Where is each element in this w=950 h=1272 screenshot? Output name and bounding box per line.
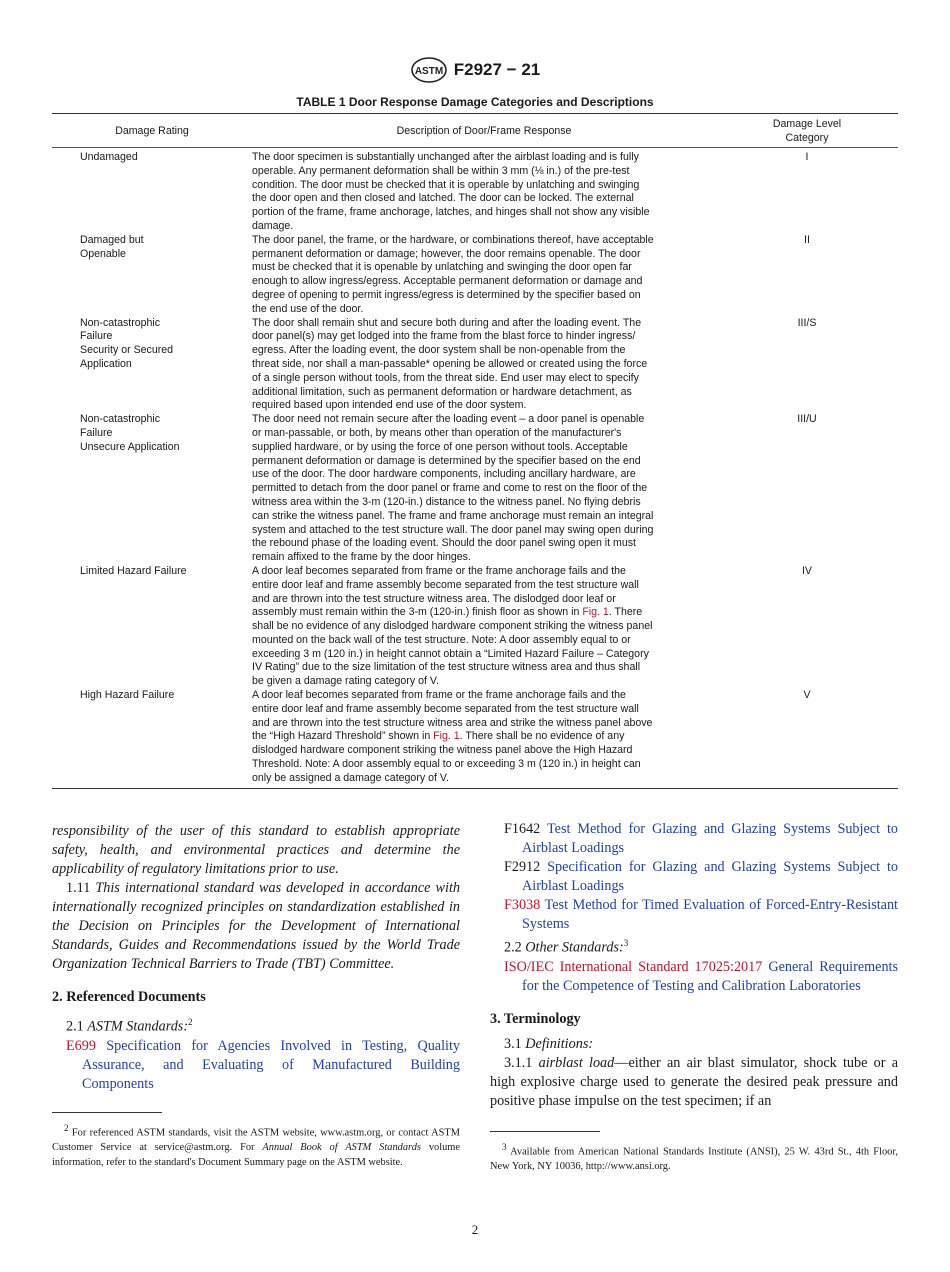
damage-rating-cell: Damaged but Openable — [80, 233, 144, 260]
subsection-number: 3.1 — [504, 1035, 522, 1052]
footnote-text-end: volume information, refer to the standard's Document Summary page on the ASTM website. — [52, 1142, 460, 1169]
reference-iso-17025 — [490, 958, 898, 996]
description-line: remain affixed to the frame by the door hinges. — [252, 551, 471, 564]
reference-f1642 — [490, 820, 898, 858]
description-line: use of the door. The door hardware components, including ancillary hardware, are — [252, 468, 636, 481]
table-row — [52, 565, 898, 689]
damage-table — [52, 113, 898, 789]
column-header-rating: Damage Rating — [115, 124, 189, 137]
footnote-3 — [490, 1140, 898, 1174]
description-line: and are thrown into the test structure witness area. The dislodged door leaf or — [252, 592, 616, 605]
description-line: degree of opening to permit ingress/egress is determined by the specifier based on — [252, 288, 641, 301]
section-2-title: 2. Referenced Documents — [52, 989, 206, 1005]
footnote-italic: Annual Book of ASTM Standards — [262, 1142, 421, 1154]
paragraph-number: 1.11 — [66, 880, 91, 896]
footnote-2 — [52, 1121, 460, 1170]
description-cell — [252, 234, 716, 317]
paragraph-text: This international standard was developed in accordance with internationally recognized principles on standardization established in the Decision on Principles for the Development of International Standards, Guides and Recommendations issued by the World Trade Organization Technical Barriers to Trade (TBT) Committee. — [52, 880, 460, 972]
damage-rating-cell: High Hazard Failure — [80, 689, 175, 702]
description-line: be given a damage rating category of V. — [252, 675, 439, 688]
description-line: permitted to detach from the door panel or frame and come to rest on the floor of the — [252, 482, 648, 495]
section-3-title: 3. Terminology — [490, 1010, 581, 1027]
definition-term: airblast load — [538, 1054, 615, 1071]
table-header — [52, 114, 898, 148]
description-line: must be checked that it is openable by unlatching and swinging the door open far — [252, 261, 632, 274]
definition-text: —either an air blast simulator, shock tube or a high explosive charge used to generate the desired peak pressure and positive phase impulse on the test specimen; if an — [490, 1054, 899, 1109]
footnote-text: Available from American National Standards Institute (ANSI), 25 W. 43rd St., 4th Floor, New York, NY 10036, http://www.ansi.org. — [490, 1146, 898, 1173]
table-row — [52, 234, 898, 317]
description-cell — [252, 151, 716, 234]
damage-category-cell: I — [805, 151, 809, 163]
table-caption: TABLE 1 Door Response Damage Categories and Descriptions — [296, 95, 654, 109]
f2912-code: F2912 — [504, 859, 541, 875]
subsection-3-1 — [490, 1035, 898, 1054]
description-line: system and attached to the test structure wall. The door panel may swing open during — [252, 523, 654, 536]
damage-rating-cell: Non-catastrophic Failure Unsecure Application — [80, 413, 180, 453]
row-indent — [52, 565, 80, 689]
f2912-title-link[interactable]: Specification for Glazing and Glazing Systems Subject to Airblast Loadings — [522, 859, 899, 894]
row-indent — [52, 413, 80, 565]
description-line: and are thrown into the test structure witness area and strike the witness panel above — [252, 716, 653, 729]
description-line: or man-passable, or both, by means other than operation of the manufacturer's — [252, 426, 622, 439]
description-line: assembly must remain within the 3-m (120-in.) finish floor as shown in Fig. 1. There — [252, 606, 643, 619]
damage-category-cell: IV — [801, 564, 812, 577]
footnote-divider — [52, 1112, 162, 1113]
table-row — [52, 413, 898, 565]
damage-category-cell: III/U — [797, 413, 817, 426]
description-line: additional limitation, such as permanent deformation or hardware detachment, as — [252, 385, 632, 398]
description-line: enough to allow ingress/egress. Acceptable permanent deformation or damage and — [252, 275, 643, 288]
description-line: door panel(s) may get lodged into the frame from the blast force to hinder ingress/ — [252, 330, 636, 343]
description-line: the “High Hazard Threshold” shown in Fig. 1. There shall be no evidence of any — [252, 730, 625, 743]
description-cell — [252, 565, 716, 689]
subsection-label: Other Standards: — [525, 939, 624, 956]
description-line: shall be no evidence of any dislodged hardware component striking the witness panel — [252, 620, 653, 633]
description-line: A door leaf becomes separated from frame or the frame anchorage fails and the — [252, 689, 626, 702]
description-line: Threshold. Note: A door assembly equal to or exceeding 3 m (120 in.) in height can — [252, 758, 641, 771]
footnote-number: 3 — [502, 1141, 507, 1152]
subsection-label: ASTM Standards: — [87, 1018, 189, 1035]
row-indent — [52, 151, 80, 234]
description-line: the end use of the door. — [252, 302, 364, 315]
description-line: the door open and then closed and latched. The door can be locked. The external — [252, 192, 634, 205]
subsection-label: Definitions: — [525, 1035, 594, 1052]
astm-logo-icon — [410, 56, 448, 84]
footnote-ref[interactable]: 3 — [623, 938, 629, 948]
table-row — [52, 151, 898, 234]
f3038-link[interactable]: F3038 — [504, 897, 541, 913]
intro-paragraph: responsibility of the user of this standard to establish appropriate safety, health, and environmental practices and determine the applicability of regulatory limitations prior to use. — [52, 823, 460, 877]
e699-link[interactable]: E699 — [66, 1037, 96, 1054]
e699-title-link[interactable]: Specification for Agencies Involved in Testing, Quality Assurance, and Evaluating of Manufactured Building Components — [82, 1037, 461, 1092]
table-row — [52, 317, 898, 414]
subsection-number: 2.2 — [504, 939, 522, 956]
damage-rating-cell: Limited Hazard Failure — [80, 564, 187, 577]
table-row — [52, 689, 898, 786]
description-line: The door panel, the frame, or the hardware, or combinations thereof, have acceptable — [252, 233, 654, 246]
definition-number: 3.1.1 — [504, 1054, 533, 1071]
subsection-2-1 — [52, 1013, 460, 1037]
description-line: can strike the witness panel. The frame and frame anchorage must remain an integral — [252, 509, 654, 522]
description-line: permanent deformation or damage; however, the door remains openable. The door — [252, 247, 641, 260]
figure-link[interactable]: Fig. 1 — [433, 730, 460, 743]
figure-link[interactable]: Fig. 1 — [582, 606, 609, 619]
description-line: witness area within the 3-m (120-in.) distance to the witness panel. No flying debris — [252, 495, 641, 508]
damage-category-cell: V — [803, 689, 811, 702]
row-indent — [52, 317, 80, 414]
footnote-number: 2 — [64, 1122, 69, 1133]
f1642-code: F1642 — [504, 821, 541, 837]
description-line: The door shall remain shut and secure both during and after the loading event. The — [252, 316, 642, 329]
row-indent — [52, 234, 80, 317]
f3038-title-link[interactable]: Test Method for Timed Evaluation of Forced-Entry-Resistant Systems — [522, 897, 898, 932]
description-line: egress. After the loading event, the door system shall be non-openable from the — [252, 344, 626, 357]
iso-link[interactable]: ISO/IEC International Standard 17025:2017 — [504, 958, 763, 975]
description-cell — [252, 413, 716, 565]
left-column — [52, 822, 460, 1170]
damage-rating-cell: Undamaged — [80, 151, 138, 163]
description-line: dislodged hardware component striking the witness panel above the High Hazard — [252, 744, 633, 757]
description-cell — [252, 689, 716, 786]
table-body — [52, 148, 898, 788]
damage-category-cell: II — [804, 233, 810, 246]
description-line: A door leaf becomes separated from frame or the frame anchorage fails and the — [252, 564, 626, 577]
reference-e699 — [52, 1037, 460, 1094]
description-line: IV Rating” due to the size limitation of the test structure witness area and thus shall — [252, 661, 641, 674]
document-id: F2927 − 21 — [453, 60, 541, 79]
description-line: entire door leaf and frame assembly become separated from the test structure wall — [252, 578, 639, 591]
description-line: supplied hardware, or by using the force of one person without tools. Acceptable — [252, 440, 628, 453]
paragraph-1-11 — [52, 879, 460, 974]
page-number: 2 — [471, 1222, 479, 1237]
description-line: operable. Any permanent deformation shall be within 3 mm (⅛ in.) of the pre-test — [252, 164, 630, 177]
description-line: of a single person without tools, from the threat side. End user may elect to specify — [252, 371, 639, 384]
description-line: exceeding 3 m (120 in.) in height cannot obtain a “Limited Hazard Failure – Category — [252, 647, 649, 660]
row-indent — [52, 689, 80, 786]
logo-text: ASTM — [414, 66, 443, 77]
description-line: required based upon intended end use of the door system. — [252, 399, 527, 412]
footnote-text: For referenced ASTM standards, visit the ASTM website, www.astm.org, or contact ASTM Customer Service at service@astm.org. For — [52, 1127, 460, 1154]
subsection-2-2 — [490, 934, 898, 958]
column-header-description: Description of Door/Frame Response — [396, 124, 572, 137]
f1642-title-link[interactable]: Test Method for Glazing and Glazing Systems Subject to Airblast Loadings — [522, 821, 899, 856]
reference-f2912 — [490, 858, 898, 896]
right-column — [490, 822, 898, 1174]
description-line: threat side, nor shall a man-passable* opening be allowed or created using the force — [252, 357, 648, 370]
column-header-category: Damage Level Category — [772, 117, 842, 144]
description-line: damage. — [252, 219, 294, 232]
reference-f3038 — [490, 896, 898, 934]
description-line: The door need not remain secure after the loading event – a door panel is openable — [252, 413, 645, 426]
description-line: entire door leaf and frame assembly become separated from the test structure wall — [252, 702, 639, 715]
description-line: The door specimen is substantially unchanged after the airblast loading and is fully — [252, 151, 639, 163]
document-header — [0, 56, 950, 84]
definition-3-1-1 — [490, 1054, 898, 1111]
description-line: portion of the frame, frame anchorage, latches, and hinges shall not show any visible — [252, 206, 650, 219]
description-line: the rebound phase of the loading event. Should the door panel swing open it must — [252, 537, 637, 550]
iso-title-link[interactable]: General Requirements for the Competence of Testing and Calibration Laboratories — [522, 958, 899, 994]
description-line: mounted on the back wall of the test structure. Note: A door assembly equal to or — [252, 633, 631, 646]
description-line: only be assigned a damage category of V. — [252, 771, 449, 784]
description-cell — [252, 317, 716, 414]
description-line: condition. The door must be checked that it is operable by unlatching and swinging — [252, 178, 640, 191]
footnote-ref[interactable]: 2 — [188, 1017, 193, 1027]
damage-rating-cell: Non-catastrophic Failure Security or Secured Application — [80, 316, 174, 370]
description-line: permanent deformation or damage is determined by the specifier based on the end — [252, 454, 641, 467]
damage-category-cell: III/S — [797, 316, 817, 329]
subsection-number: 2.1 — [66, 1018, 84, 1035]
footnote-divider — [490, 1131, 600, 1132]
